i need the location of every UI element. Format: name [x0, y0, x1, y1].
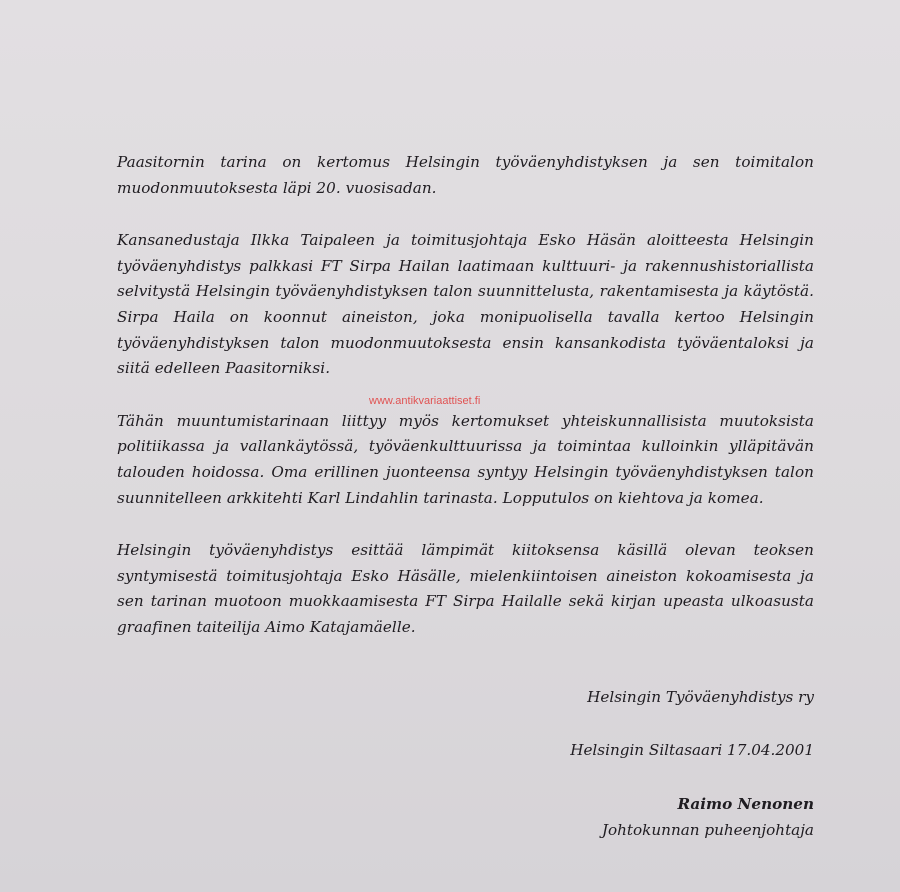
paragraph-1: Paasitornin tarina on kertomus Helsingin työväenyhdistyksen ja sen toimitalon muodonmuutoksesta läpi 20. vuosisadan. [117, 153, 814, 197]
watermark: www.antikvariaattiset.fi [369, 395, 481, 407]
paragraph-2: Kansanedustaja Ilkka Taipaleen ja toimitusjohtaja Esko Häsän aloitteesta Helsingin työväenyhdistys palkkasi FT Sirpa Hailan laatimaan kulttuuri- ja rakennushistoriallista selvitystä Helsingin työväenyhdistyksen talon suunnittelusta, rakentamisesta ja käytöstä. Sirpa Haila on koonnut aineiston, joka monipuolisella tavalla kertoo Helsingin työväenyhdistyksen talon muodonmuutoksesta ensin kansankodista työväentaloksi ja siitä edelleen Paasitorniksi. [117, 231, 814, 378]
paragraph-3: Tähän muuntumistarinaan liittyy myös kertomukset yhteiskunnallisista muutoksista politiikassa ja vallankäytössä, työväenkulttuurissa ja toimintaa kulloinkin ylläpitävän talouden hoidossa. Oma erillinen juonteensa syntyy Helsingin työväenyhdistyksen talon suunnitelleen arkkitehti Karl Lindahlin tarinasta. Lopputulos on kiehtova ja komea. [117, 411, 814, 507]
foreword-text [117, 150, 814, 668]
signature-name: Raimo Nenonen [677, 795, 814, 813]
signature-place-date: Helsingin Siltasaari 17.04.2001 [570, 741, 814, 759]
signature-title: Johtokunnan puheenjohtaja [601, 821, 814, 839]
signature-organization: Helsingin Työväenyhdistys ry [587, 688, 814, 706]
paragraph-4: Helsingin työväenyhdistys esittää lämpimät kiitoksensa käsillä olevan teoksen syntymisestä toimitusjohtaja Esko Häsälle, mielenkiintoisen aineiston kokoamisesta ja sen tarinan muotoon muokkaamisesta FT Sirpa Hailalle sekä kirjan upeasta ulkoasusta graafinen taiteilija Aimo Katajamäelle. [117, 541, 814, 636]
